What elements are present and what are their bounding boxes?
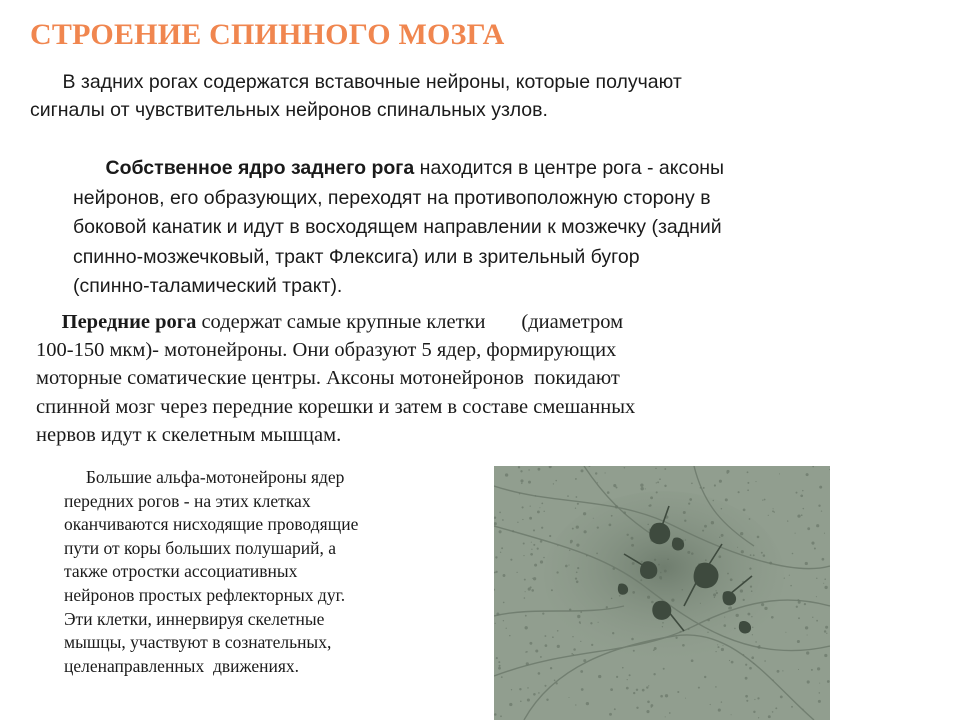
- paragraph-line: нейронов, его образующих, переходят на противоположную сторону в: [73, 186, 711, 209]
- paragraph-line: нервов идут к скелетным мышцам.: [36, 423, 342, 446]
- paragraph-line: также отростки ассоциативных: [64, 561, 298, 582]
- paragraph-line: моторные соматические центры. Аксоны мотонейронов покидают: [36, 367, 620, 390]
- paragraph-line: спинной мозг через передние корешки и затем в составе смешанных: [36, 395, 636, 418]
- slide-title: СТРОЕНИЕ СПИННОГО МОЗГА: [30, 18, 505, 51]
- term-proper-nucleus: Собственное ядро заднего рога: [105, 157, 415, 179]
- paragraph-proper-nucleus: [73, 154, 893, 302]
- paragraph-line: спинно-мозжечковый, тракт Флексига) или в зрительный бугор: [73, 245, 640, 268]
- paragraph-line: боковой канатик и идут в восходящем направлении к мозжечку (задний: [73, 216, 722, 239]
- paragraph-line: сигналы от чувствительных нейронов спинальных узлов.: [30, 99, 548, 121]
- paragraph-line: оканчиваются нисходящие проводящие: [64, 514, 359, 535]
- paragraph-line: 100-150 мкм)- мотонейроны. Они образуют 5 ядер, формирующих: [36, 339, 617, 362]
- micrograph-drawing: [494, 466, 830, 720]
- paragraph-line: Большие альфа-мотонейроны ядер: [64, 467, 345, 487]
- paragraph-line: (спинно-таламический тракт).: [73, 275, 343, 298]
- paragraph-line: нейронов простых рефлекторных дуг.: [64, 584, 346, 605]
- paragraph-line: Эти клетки, иннервируя скелетные: [64, 608, 325, 629]
- paragraph-line: Передние рога содержат самые крупные клетки (диаметром: [61, 311, 624, 333]
- paragraph-line: Собственное ядро заднего рога находится в центре рога - аксоны: [105, 157, 725, 179]
- paragraph-line: В задних рогах содержатся вставочные нейроны, которые получают: [30, 71, 682, 93]
- paragraph-line: мышцы, участвуют в сознательных,: [64, 632, 332, 653]
- term-anterior-horns: Передние рога: [61, 311, 197, 333]
- paragraph-anterior-horns: [36, 308, 796, 449]
- paragraph-line: целенаправленных движениях.: [64, 655, 300, 676]
- micrograph-image: [494, 466, 830, 720]
- paragraph-alpha-motoneurons: [64, 466, 464, 678]
- paragraph-line: пути от коры больших полушарий, а: [64, 537, 337, 558]
- paragraph-line: передних рогов - на этих клетках: [64, 490, 311, 511]
- paragraph-dorsal-horns: [30, 68, 830, 124]
